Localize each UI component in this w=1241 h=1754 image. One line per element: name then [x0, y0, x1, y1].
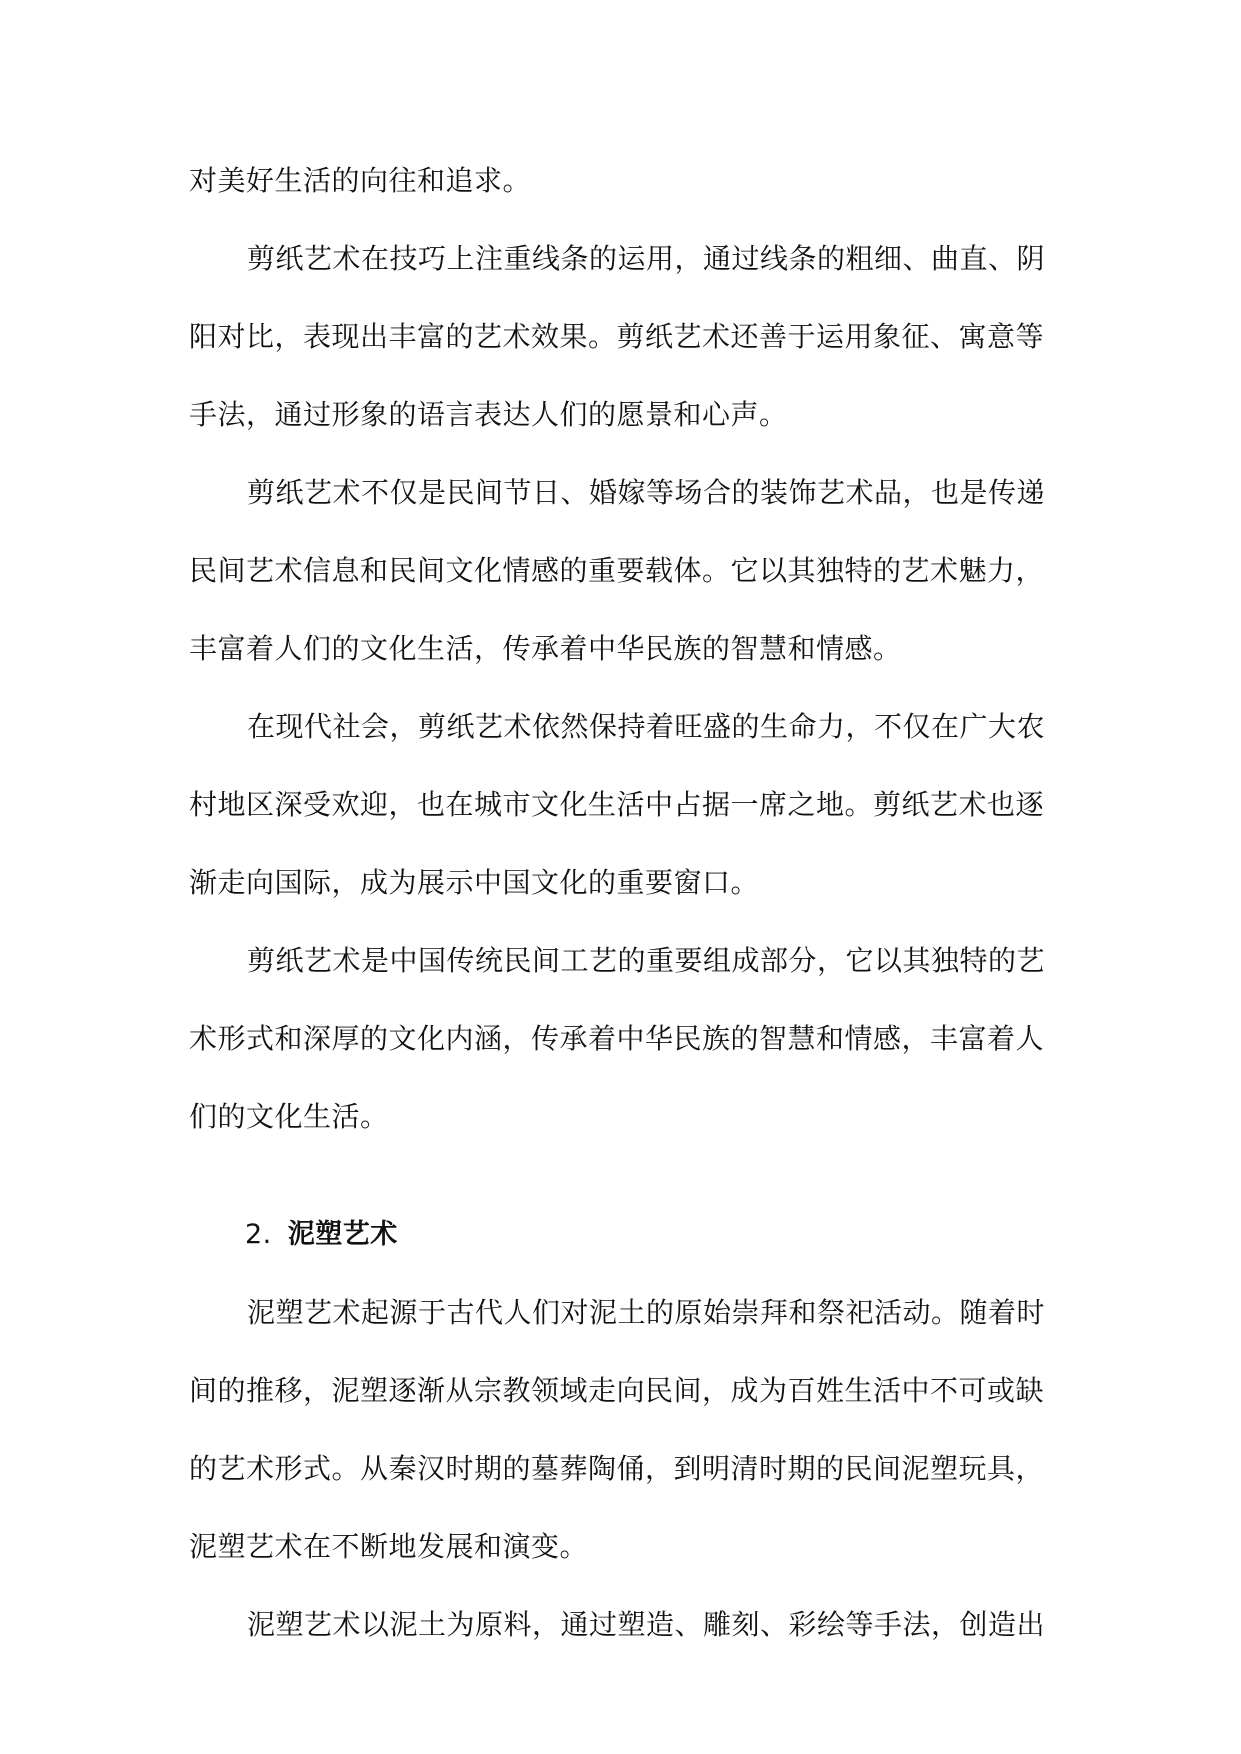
section-heading: [189, 1196, 1059, 1274]
paragraph-continuation: 对美好生活的向往和追求。: [189, 164, 532, 197]
paragraph-papercut-carrier: 剪纸艺术不仅是民间节日、婚嫁等场合的装饰艺术品，也是传递 民间艺术信息和民间文化情感的重要载体。它以其独特的艺术魅力， 丰富着人们的文化生活，传承着中华民族的智慧和情感。: [189, 476, 1046, 665]
document-body: [189, 142, 1059, 1664]
section-number: 2.: [245, 1219, 272, 1250]
paragraph-papercut-modern: 在现代社会，剪纸艺术依然保持着旺盛的生命力，不仅在广大农 村地区深受欢迎，也在城市文化生活中占据一席之地。剪纸艺术也逐 渐走向国际，成为展示中国文化的重要窗口。: [189, 710, 1046, 899]
paragraph-clay-origin: 泥塑艺术起源于古代人们对泥土的原始崇拜和祭祀活动。随着时 间的推移，泥塑逐渐从宗教领域走向民间，成为百姓生活中不可或缺 的艺术形式。从秦汉时期的墓葬陶俑，到明清时期的民间泥塑玩具， 泥塑艺术在不断地发展和演变。: [189, 1296, 1046, 1563]
paragraph-papercut-summary: 剪纸艺术是中国传统民间工艺的重要组成部分，它以其独特的艺 术形式和深厚的文化内涵，传承着中华民族的智慧和情感，丰富着人 们的文化生活。: [189, 944, 1046, 1133]
section-title: 泥塑艺术: [287, 1219, 398, 1250]
paragraph-clay-material: 泥塑艺术以泥土为原料，通过塑造、雕刻、彩绘等手法，创造出: [247, 1608, 1046, 1641]
paragraph-papercut-technique: 剪纸艺术在技巧上注重线条的运用，通过线条的粗细、曲直、阴 阳对比，表现出丰富的艺术效果。剪纸艺术还善于运用象征、寓意等 手法，通过形象的语言表达人们的愿景和心声。: [189, 242, 1046, 431]
